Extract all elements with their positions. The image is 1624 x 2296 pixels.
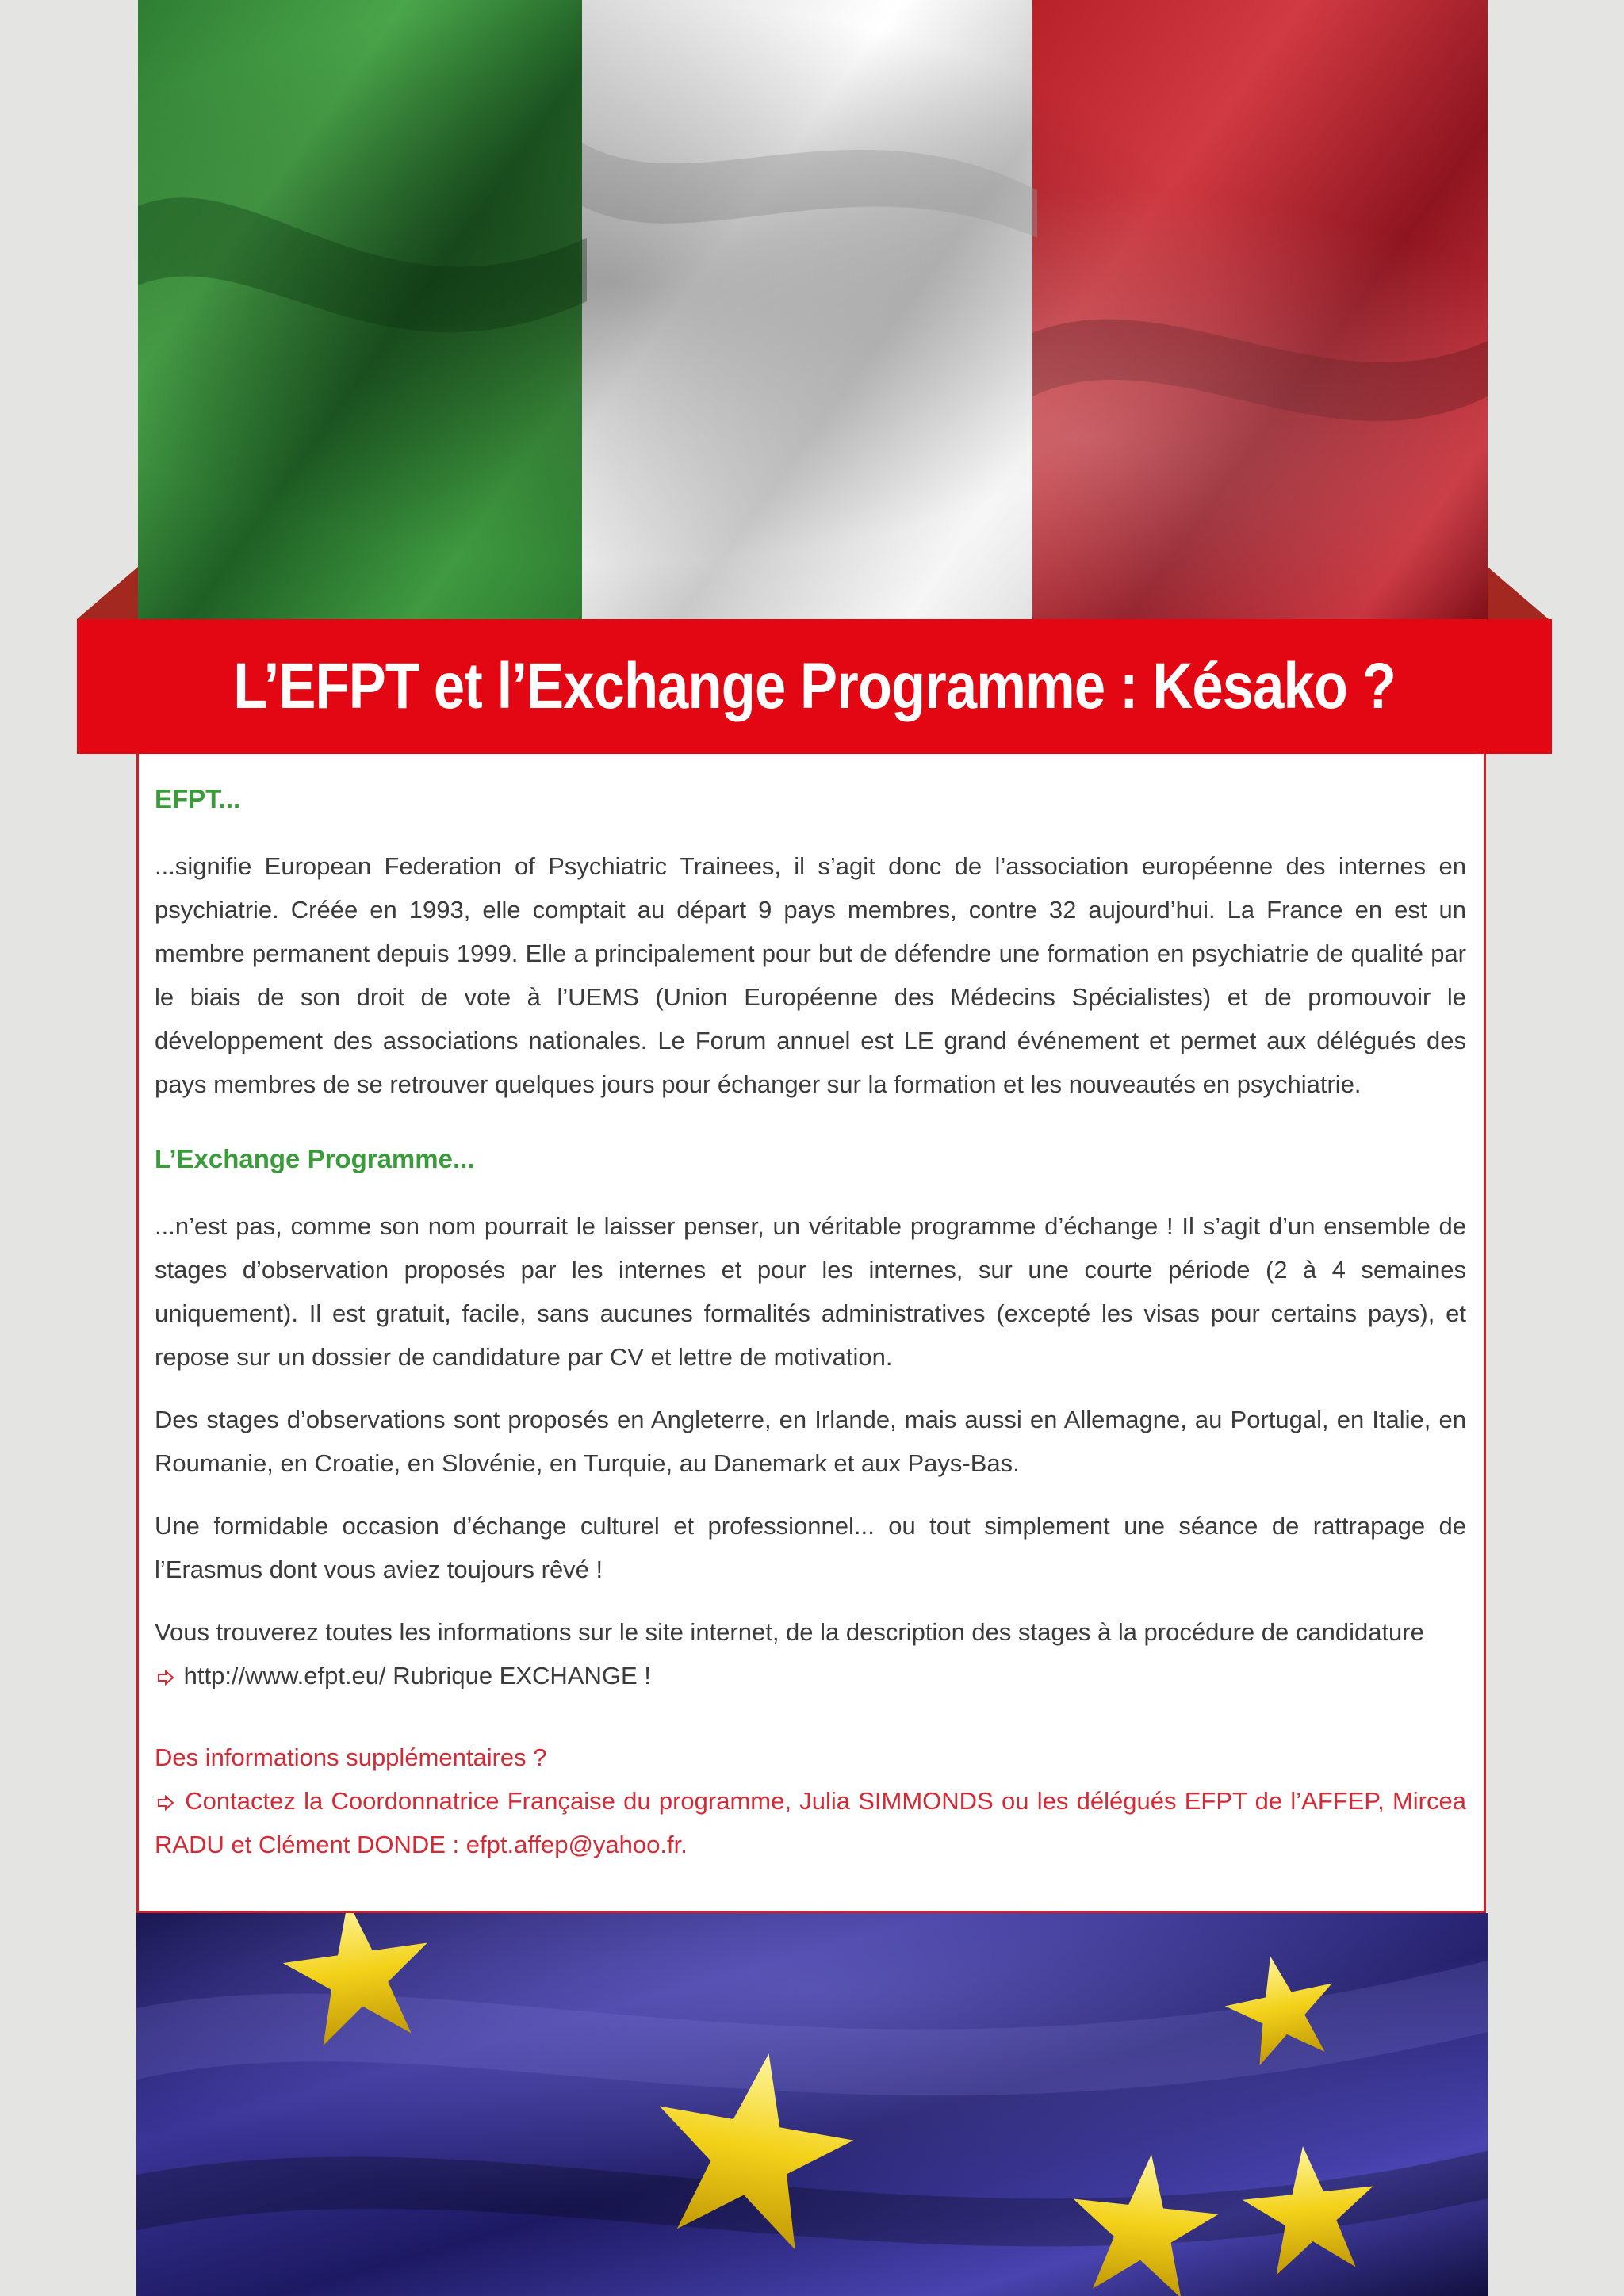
efpt-paragraph: ...signifie European Federation of Psychiatric Trainees, il s’agit donc de l’association européenne des internes en psychiatrie. Créée en 1993, elle comptait au départ 9 pays membres, contre 32 aujourd’hui. La France en est un membre permanent depuis 1999. Elle a principalement pour but de défendre une formation en psychiatrie de qualité par le biais de son droit de vote à l’UEMS (Union Européenne des Médecins Spécialistes) et de promouvoir le développement des associations nationales. Le Forum annuel est LE grand événement et permet aux délégués des pays membres de se retrouver quelques jours pour échanger sur la formation et les nouveautés en psychiatrie. [155, 852, 1466, 1098]
exchange-paragraph-2: Des stages d’observations sont proposés en Angleterre, en Irlande, mais aussi en Allemagne, au Portugal, en Italie, en Roumanie, en Croatie, en Slovénie, en Turquie, au Danemark et aux Pays-Bas. [155, 1406, 1466, 1477]
exchange-paragraph-4-text: Vous trouverez toutes les informations sur le site internet, de la description des stages à la procédure de candidature [155, 1618, 1424, 1646]
italian-flag-image [138, 0, 1488, 626]
contact-text: Contactez la Coordonnatrice Française du programme, Julia SIMMONDS ou les délégués EFPT de l’AFFEP, Mircea RADU et Clément DONDE : efpt.affep@yahoo.fr. [155, 1787, 1466, 1858]
banner-right-fold [1488, 567, 1549, 619]
efpt-website-link[interactable]: http://www.efpt.eu/ Rubrique EXCHANGE ! [183, 1662, 651, 1689]
page-title: L’EFPT et l’Exchange Programme : Késako ? [233, 650, 1396, 722]
exchange-paragraph-3: Une formidable occasion d’échange culturel et professionnel... ou tout simplement une séance de rattrapage de l’Erasmus dont vous aviez toujours rêvé ! [155, 1512, 1466, 1583]
arrow-right-icon [155, 1670, 177, 1686]
title-banner [77, 619, 1552, 754]
exchange-paragraph-4 [155, 1610, 1466, 1697]
exchange-heading: L’Exchange Programme... [155, 1144, 475, 1173]
arrow-right-icon [155, 1795, 177, 1811]
banner-left-fold [77, 567, 138, 619]
content-card [136, 754, 1486, 1913]
contact-paragraph [155, 1779, 1466, 1866]
contact-question: Des informations supplémentaires ? [155, 1743, 547, 1771]
european-union-flag-image [136, 1913, 1488, 2296]
exchange-paragraph-1: ...n’est pas, comme son nom pourrait le laisser penser, un véritable programme d’échange ! Il s’agit d’un ensemble de stages d’observation proposés par les internes et pour les internes, sur une courte période (2 à 4 semaines uniquement). Il est gratuit, facile, sans aucunes formalités administratives (excepté les visas pour certains pays), et repose sur un dossier de candidature par CV et lettre de motivation. [155, 1212, 1466, 1371]
efpt-heading: EFPT... [155, 784, 241, 813]
